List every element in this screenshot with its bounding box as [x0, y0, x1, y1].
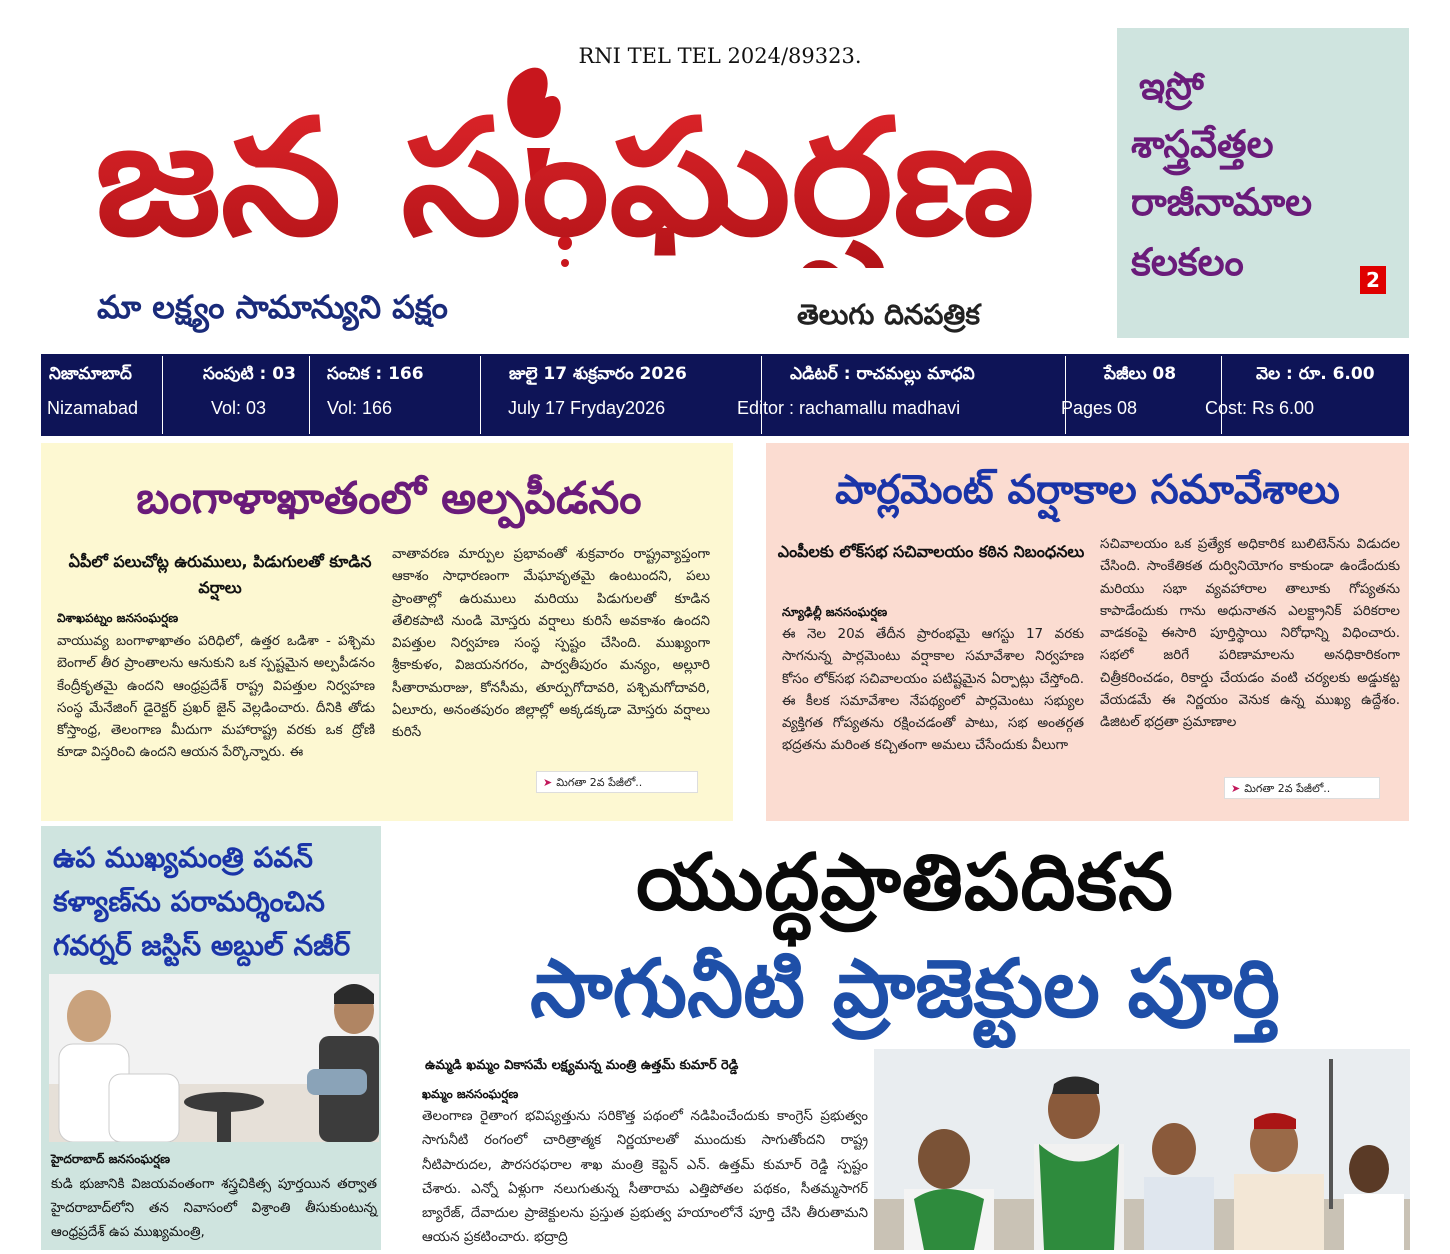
story-subhead: ఏపీలో పలుచోట్ల ఉరుములు, పిడుగులతో కూడిన వర్షాలు	[68, 552, 372, 597]
promo-line: రాజీనామాల	[1131, 180, 1313, 224]
continued-label: మిగతా 2వ పేజీలో..	[1244, 782, 1331, 795]
continued-link[interactable]	[536, 771, 698, 793]
logo-graphic	[95, 58, 1045, 268]
price-english: Cost: Rs 6.00	[1205, 398, 1315, 418]
story-governor-visit[interactable]	[41, 826, 381, 1250]
editor-cell	[737, 354, 1062, 436]
story-body-column: వాయువ్య బంగాళాఖాతం పరిధిలో, ఉత్తర ఒడిశా - పశ్చిమ బెంగాల్ తీర ప్రాంతాలను ఆనుకుని ఒక స్పష్టమైన అల్పపీడనం కేంద్రీకృతమై ఉందని ఆంధ్రప్రదేశ్ రాష్ట్ర విపత్తుల నిర్వహణ సంస్థ మేనేజింగ్ డైరెక్టర్ ప్రఖర్ జైన్ వెల్లడించారు. దీనికి తోడు కోస్తాంధ్ర, తెలంగాణ మీదుగా మహారాష్ట్ర వరకు ఒక ద్రోణి కూడా విస్తరించి ఉందని ఆయన పేర్కొన్నారు. ఈ	[57, 633, 375, 761]
story-headline: పార్లమెంట్ వర్షాకాల సమావేశాలు	[835, 467, 1340, 513]
svg-text:జన సంఘర్షణ: జన సంఘర్షణ	[95, 84, 970, 268]
page-number-badge: 2	[1360, 266, 1386, 294]
promo-line: శాస్త్రవేత్తల	[1131, 122, 1274, 166]
date-telugu: జులై 17 శుక్రవారం 2026	[509, 364, 687, 384]
issue-telugu: సంచిక : 166	[327, 364, 424, 384]
rni-number: RNI TEL TEL 2024/89323.	[578, 44, 862, 68]
story-dateline: న్యూఢిల్లీ జనసంఘర్షణ	[782, 605, 888, 619]
daily-label: తెలుగు దినపత్రిక	[797, 298, 980, 331]
promo-line: కలకలం	[1131, 240, 1244, 284]
city-telugu: నిజామాబాద్	[49, 364, 132, 384]
continued-link[interactable]	[1224, 777, 1380, 799]
city-english: Nizamabad	[47, 398, 139, 418]
volume-telugu: సంపుటి : 03	[203, 364, 296, 384]
lead-headline-line1[interactable]: యుద్ధప్రాతిపదికన	[636, 838, 1174, 928]
city-cell	[41, 354, 161, 436]
continued-label: మిగతా 2వ పేజీలో..	[556, 776, 643, 789]
photo-graphic	[874, 1049, 1410, 1250]
arrow-icon: ➤	[543, 776, 553, 789]
pages-telugu: పేజీలు 08	[1104, 364, 1177, 384]
story-body-column: సచివాలయం ఒక ప్రత్యేక అధికారిక బులిటెన్‌ను విడుదల చేసింది. సాంకేతికత దుర్వినియోగం కాకుండా ఉండేందుకు మరియు సభా వ్యవహారాల తాలూకు గోప్యతను కాపాడేందుకు గాను అధునాతన ఎలక్ట్రానిక్ పరికరాల వాడకంపై ఈసారి పూర్తిస్థాయి నిరోధాన్ని విధించారు. సభలో జరిగే పరిణామాలను అనధికారికంగా చిత్రీకరించడం, రికార్డు చేయడం వంటి చర్యలకు అడ్డుకట్ట వేయడమే ఈ నిర్ణయం వెనుక ఉన్న ముఖ్య ఉద్దేశం. డిజిటల్ భద్రతా ప్రమాణాల	[1100, 536, 1400, 731]
price-telugu: వెల : రూ. 6.00	[1256, 364, 1375, 384]
tagline: మా లక్ష్యం సామాన్యుని పక్షం	[97, 288, 448, 326]
lead-photo	[874, 1049, 1410, 1250]
photo-graphic	[49, 974, 379, 1142]
volume-cell	[163, 354, 309, 436]
story-dateline: విశాఖపట్నం జనసంఘర్షణ	[57, 611, 179, 625]
issue-info-bar	[41, 354, 1409, 436]
editor-english: Editor : rachamallu madhavi	[737, 398, 961, 418]
promo-line: ఇస్రో	[1139, 64, 1204, 108]
issue-english: Vol: 166	[327, 398, 393, 418]
editor-telugu: ఎడిటర్ : రాచమల్లు మాధవి	[790, 364, 975, 384]
governor-photo	[49, 974, 379, 1142]
story-body-column: వాతావరణ మార్పుల ప్రభావంతో శుక్రవారం రాష్ట్రవ్యాప్తంగా ఆకాశం సాధారణంగా మేఘావృతమై ఉంటుందని, పలు ప్రాంతాల్లో ఉరుములు మరియు పిడుగులతో కూడిన తేలికపాటి నుండి మోస్తరు వర్షాలు కురిసే అవకాశం ఉందని విపత్తుల నిర్వహణ సంస్థ స్పష్టం చేసింది. ముఖ్యంగా శ్రీకాకుళం, విజయనగరం, పార్వతీపురం మన్యం, అల్లూరి సీతారామరాజు, కోనసీమ, తూర్పుగోదావరి, పశ్చిమగోదావరి, ఏలూరు, అనంతపురం జిల్లాల్లో అక్కడక్కడా మోస్తరు వర్షాలు కురిసే	[392, 546, 710, 741]
story-body: కుడి భుజానికి విజయవంతంగా శస్త్రచికిత్స పూర్తయిన తర్వాత హైదరాబాద్‌లోని తన నివాసంలో విశ్రాంతి తీసుకుంటున్న ఆంధ్రప్రదేశ్ ఉప ముఖ్యమంత్రి,	[51, 1176, 377, 1240]
pages-english: Pages 08	[1061, 398, 1138, 418]
price-cell	[1205, 354, 1409, 436]
story-subhead: ఎంపీలకు లోక్‌సభ సచివాలయం కఠిన నిబంధనలు	[777, 542, 1085, 561]
story-headline: ఉప ముఖ్యమంత్రి పవన్ కళ్యాణ్‌ను పరామర్శించిన గవర్నర్ జస్టిస్ అబ్దుల్ నజీర్	[53, 841, 351, 962]
date-cell	[481, 354, 761, 436]
newspaper-logo	[95, 58, 1045, 268]
lead-subhead: ఉమ్మడి ఖమ్మం వికాసమే లక్ష్యమన్న మంత్రి ఉత్తమ్ కుమార్ రెడ్డి	[425, 1058, 739, 1073]
promo-box[interactable]	[1117, 28, 1409, 338]
lead-dateline: ఖమ్మం జనసంఘర్షణ	[422, 1087, 519, 1101]
lead-body: తెలంగాణ రైతాంగ భవిష్యత్తును సరికొత్త పథంలో నడిపించేందుకు కాంగ్రెస్ ప్రభుత్వం సాగునీటి రంగంలో చారిత్రాత్మక నిర్ణయాలతో ముందుకు సాగుతోందని రాష్ట్ర నీటిపారుదల, పౌరసరఫరాల శాఖ మంత్రి కెప్టెన్ ఎన్. ఉత్తమ్ కుమార్ రెడ్డి స్పష్టం చేశారు. ఎన్నో ఏళ్లుగా నలుగుతున్న సీతారామ ఎత్తిపోతల పథకం, సీతమ్మసాగర్ బ్యారేజ్, దేవాదుల ప్రాజెక్టులను ప్రస్తుత ప్రభుత్వ హయాంలోనే పూర్తి చేసి తీరుతామని ఆయన ప్రకటించారు. భద్రాద్రి	[422, 1108, 868, 1246]
pages-cell	[1061, 354, 1220, 436]
story-body-column: ఈ నెల 20వ తేదీన ప్రారంభమై ఆగస్టు 17 వరకు సాగనున్న పార్లమెంటు వర్షాకాల సమావేశాల నిర్వహణ కోసం లోక్‌సభ సచివాలయం పటిష్టమైన ఏర్పాట్లు చేస్తోంది. ఈ కీలక సమావేశాల నేపథ్యంలో పార్లమెంటు సభ్యుల వ్యక్తిగత గోప్యతను రక్షించడంతో పాటు, సభ అంతర్గత భద్రతను మరింత కచ్చితంగా అమలు చేసేందుకు వీలుగా	[782, 626, 1084, 754]
date-english: July 17 Fryday2026	[508, 398, 666, 418]
arrow-icon: ➤	[1231, 782, 1241, 795]
story-parliament-session[interactable]	[766, 443, 1409, 821]
story-dateline: హైదరాబాద్ జనసంఘర్షణ	[51, 1152, 171, 1166]
story-headline: బంగాళాఖాతంలో అల్పపీడనం	[136, 473, 642, 524]
story-low-pressure[interactable]	[41, 443, 733, 821]
lead-headline-line2[interactable]: సాగునీటి ప్రాజెక్టుల పూర్తి	[530, 942, 1280, 1035]
volume-english: Vol: 03	[211, 398, 267, 418]
issue-cell	[310, 354, 480, 436]
